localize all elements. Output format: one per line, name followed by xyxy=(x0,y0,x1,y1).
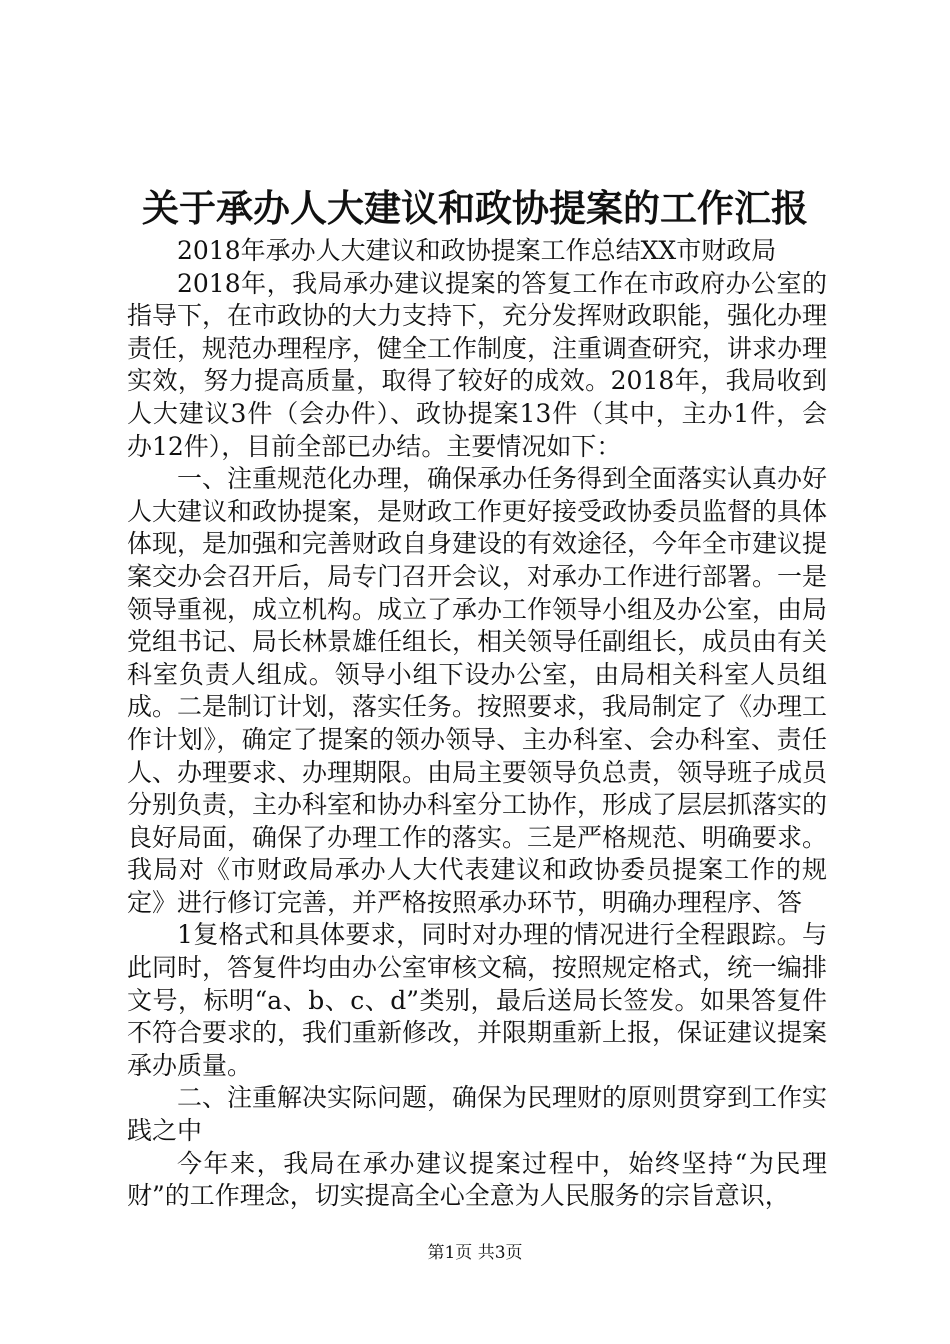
paragraph-section-two-heading: 二、注重解决实际问题，确保为民理财的原则贯穿到工作实践之中 xyxy=(127,1083,828,1146)
document-title: 关于承办人大建议和政协提案的工作汇报 xyxy=(142,186,808,230)
paragraph-continuation: 1复格式和具体要求，同时对办理的情况进行全程跟踪。与此同时，答复件均由办公室审核文稿，按照规定格式，统一编排文号，标明“a、b、c、d”类别，最后送局长签发。如果答复件不符合要求的，我们重新修改，并限期重新上报，保证建议提案承办质量。 xyxy=(127,920,828,1080)
paragraph-section-one: 一、注重规范化办理，确保承办任务得到全面落实认真办好人大建议和政协提案，是财政工作更好接受政协委员监督的具体体现，是加强和完善财政自身建设的有效途径，今年全市建议提案交办会召开后，局专门召开会议，对承办工作进行部署。一是领导重视，成立机构。成立了承办工作领导小组及办公室，由局党组书记、局长林景雄任组长，相关领导任副组长，成员由有关科室负责人组成。领导小组下设办公室，由局相关科室人员组成。二是制订计划，落实任务。按照要求，我局制定了《办理工作计划》，确定了提案的领办领导、主办科室、会办科室、责任人、办理要求、办理期限。由局主要领导负总责，领导班子成员分别负责，主办科室和协办科室分工协作，形成了层层抓落实的良好局面，确保了办理工作的落实。三是严格规范、明确要求。我局对《市财政局承办人大代表建议和政协委员提案工作的规定》进行修订完善，并严格按照承办环节，明确办理程序、答 xyxy=(127,464,828,917)
paragraph-subtitle: 2018年承办人大建议和政协提案工作总结XX市财政局 xyxy=(177,236,777,265)
document-body xyxy=(127,235,827,1213)
page-footer: 第1页 共3页 xyxy=(427,1243,523,1263)
paragraph-intro: 2018年，我局承办建议提案的答复工作在市政府办公室的指导下，在市政协的大力支持下，充分发挥财政职能，强化办理责任，规范办理程序，健全工作制度，注重调查研究，讲求办理实效，努力提高质量，取得了较好的成效。2018年，我局收到人大建议3件（会办件）、政协提案13件（其中，主办1件，会办12件），目前全部已办结。主要情况如下： xyxy=(127,268,828,461)
paragraph-section-two-body: 今年来，我局在承办建议提案过程中，始终坚持“为民理财”的工作理念，切实提高全心全意为人民服务的宗旨意识， xyxy=(127,1148,827,1211)
